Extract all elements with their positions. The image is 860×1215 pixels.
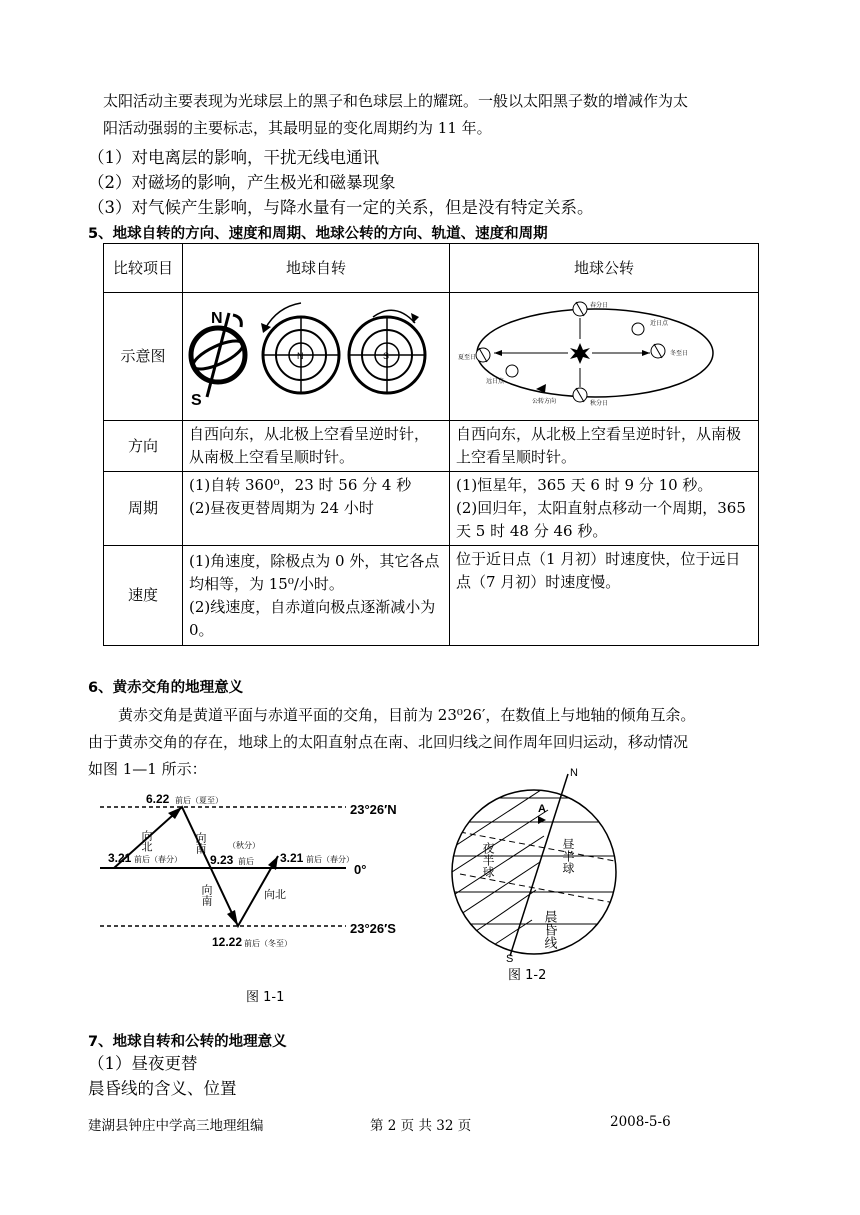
comparison-table [103,243,759,646]
revolution-diagram-cell [450,293,759,421]
figure-1-2-caption: 图 1-2 [508,968,547,983]
speed-rotation-1: (1)角速度，除极点为 0 外，其它各点均相等，为 15⁰/小时。 [189,551,440,593]
section-7-sub-1: （1）昼夜更替 [88,1054,198,1073]
spring-equinox-note: 前后（春分） [134,855,182,864]
equator-label: 0° [354,862,367,877]
period-rotation-2: (2)昼夜更替周期为 24 小时 [189,499,374,517]
winter-solstice-date: 12.22 [212,935,243,948]
label-to-north-2: 向北 [264,889,286,901]
effect-item-3: （3）对气候产生影响，与降水量有一定的关系，但是没有特定关系。 [88,198,594,217]
section-7-sub-2: 晨昏线的含义、位置 [88,1079,237,1098]
globe-outline [452,790,616,954]
aphelion-label: 远日点 [486,379,505,385]
perihelion-label: 近日点 [650,321,669,327]
rotation-diagram [183,293,443,413]
sun-icon [570,343,590,364]
north-pole-view-icon [261,303,339,393]
night-hatching [452,784,548,954]
table-row [104,472,759,546]
effect-item-2: （2）对磁场的影响，产生极光和磁暴现象 [88,173,396,192]
autumn-label: 秋分日 [590,401,609,407]
intro-line-1: 太阳活动主要表现为光球层上的黑子和色球层上的耀斑。一般以太阳黑子数的增减作为太 [103,92,689,110]
period-rotation [183,472,450,546]
arrow-icon [227,910,238,926]
globe-n-label: N [211,310,223,327]
section-6-para-1: 黄赤交角是黄道平面与赤道平面的交角，目前为 23⁰26′，在数值上与地轴的倾角互余。 [118,706,696,724]
point-a-label: A [538,803,546,815]
period-revolution [450,472,759,546]
spring-equinox-date: 3.21 [108,851,132,865]
figure-1-1-caption: 图 1-1 [246,990,285,1005]
autumn-equinox-date: 9.23 [210,853,234,867]
label-to-south-2: 向南 [200,884,212,906]
solar-point-migration-figure [96,788,426,948]
label-to-north-1: 向北 [140,830,152,852]
section-7-title: 7、地球自转和公转的地理意义 [88,1034,287,1050]
speed-rotation [183,546,450,646]
label-to-south-1: 向南 [194,832,206,854]
earth-axis-line [510,774,568,956]
speed-rotation-2: (2)线速度，自赤道向极点逐渐减小为 0。 [189,597,436,639]
winter-solstice-note: 前后（冬至） [244,939,292,948]
earth-aphelion-icon [506,365,518,377]
globe-s-label: S [191,392,202,409]
section-6-title: 6、黄赤交角的地理意义 [88,680,244,696]
night-hemisphere-label: 夜半球 [481,842,495,878]
footer-date: 2008-5-6 [610,1114,671,1130]
earth-autumn-icon [573,388,587,402]
speed-revolution: 位于近日点（1 月初）时速度快，位于远日点（7 月初）时速度慢。 [450,546,759,646]
revolution-diagram [450,293,750,413]
earth-spring-icon [573,302,587,316]
table-row [104,421,759,472]
earth-summer-icon [476,348,490,362]
earth-perihelion-icon [632,323,644,335]
header-compare-item: 比较项目 [104,244,183,293]
table-row [104,244,759,293]
period-revolution-2: (2)回归年，太阳直射点移动一个周期，365 天 5 时 48 分 46 秒。 [456,499,746,540]
direction-rotation: 自西向东，从北极上空看呈逆时针，从南极上空看呈顺时针。 [183,421,450,472]
table-row [104,293,759,421]
day-hemisphere-label: 昼半球 [561,838,575,874]
row-label-direction: 方向 [104,421,183,472]
header-revolution: 地球公转 [450,244,759,293]
autumn-equinox-tag: （秋分） [228,841,260,850]
footer-page-number: 第 2 页 共 32 页 [370,1118,472,1134]
rotation-diagram-cell [183,293,450,421]
direction-revolution: 自西向东，从北极上空看呈逆时针，从南极上空看呈顺时针。 [450,421,759,472]
south-view-label: S [383,351,390,361]
section-6-para-3: 如图 1—1 所示： [88,760,207,778]
north-tropic-label: 23°26′N [350,802,397,817]
spring-equinox-2-date: 3.21 [280,851,304,865]
direction-label: 公转方向 [532,399,557,405]
winter-label: 冬至日 [670,351,689,357]
autumn-equinox-note: 前后 [238,857,254,866]
terminator-label: 晨昏线 [542,910,558,949]
intro-line-2: 阳活动强弱的主要标志，其最明显的变化周期约为 11 年。 [103,119,492,137]
row-label-speed: 速度 [104,546,183,646]
header-rotation: 地球自转 [183,244,450,293]
spring-label: 春分日 [590,303,609,309]
period-revolution-1: (1)恒星年，365 天 6 时 9 分 10 秒。 [456,476,713,494]
row-label-period: 周期 [104,472,183,546]
footer-school: 建湖县钟庄中学高三地理组编 [88,1118,264,1134]
axis-n-label: N [570,767,578,779]
section-5-title: 5、地球自转的方向、速度和周期、地球公转的方向、轨道、速度和周期 [88,226,548,242]
north-view-label: N [297,351,304,361]
spring-equinox-2-note: 前后（春分） [306,855,354,864]
day-night-hemisphere-figure [440,764,630,964]
summer-solstice-date: 6.22 [146,792,170,806]
earth-winter-icon [651,344,665,358]
section-6-para-2: 由于黄赤交角的存在，地球上的太阳直射点在南、北回归线之间作周年回归运动，移动情况 [88,733,689,751]
period-rotation-1: (1)自转 360⁰，23 时 56 分 4 秒 [189,476,412,494]
axis-s-label: S [506,953,514,964]
arrow-icon [538,816,546,824]
south-tropic-label: 23°26′S [350,921,396,936]
row-label-diagram: 示意图 [104,293,183,421]
table-row [104,546,759,646]
summer-label: 夏至日 [458,355,477,361]
summer-solstice-note: 前后（夏至） [175,796,223,805]
effect-item-1: （1）对电离层的影响，干扰无线电通讯 [88,148,379,167]
